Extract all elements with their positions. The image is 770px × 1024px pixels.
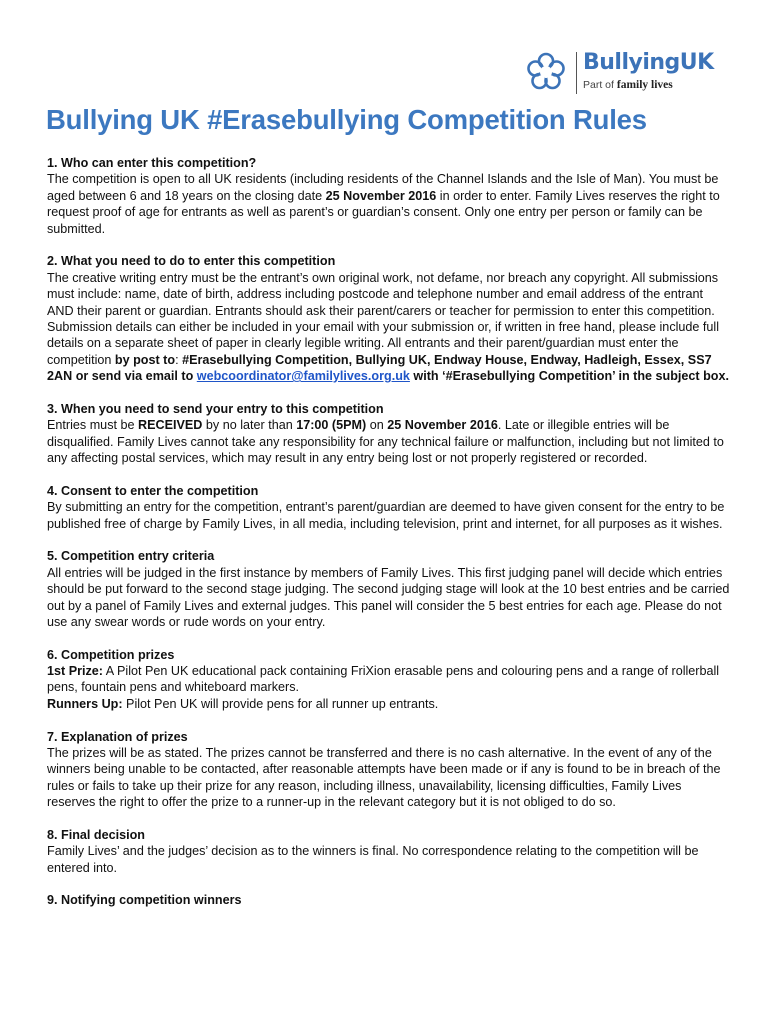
logo-divider (576, 52, 577, 94)
logo-tagline (583, 78, 714, 92)
deadline-time: 17:00 (5PM) (296, 418, 367, 433)
section-heading: 1. Who can enter this competition? (47, 156, 257, 170)
body-text: The creative writing entry must be the entrant’s own original work, not defame, nor breach any copyright. All submissions must include: name, date of birth, address including postcode and telephone number and email address of the entrant AND their parent or guardian. Entrants should ask their parent/carers or teacher for permission to enter this competition. Submission details can either be included in your email with your submission or, if written in free hand, please include full details on a separate sheet of paper in clearly legible writing. All entrants and their parent/guardian must enter the competition (47, 270, 720, 367)
section-entry-criteria (47, 548, 732, 630)
deadline-date: 25 November 2016 (387, 418, 498, 433)
section-body: All entries will be judged in the first instance by members of Family Lives. This first judging panel will decide which entries should be put forward to the second stage judging. The second judging stage will look at the 10 best entries and be carried out by a panel of Family Lives and external judges. This panel will consider the 5 best entries for each age. Please do not use any swear words or rude words on your entry. (47, 565, 730, 629)
section-body: The prizes will be as stated. The prizes cannot be transferred and there is no cash alternative. In the event of any of the winners being unable to be contacted, after reasonable attempts have been made or if any is found to be in breach of the rules or fails to take up their prize for any reason, including illness, unavailability, licensing difficulties, Family Lives reserves the right to offer the prize to a runner-up in the relevant category but it is not obliged to do so. (47, 745, 721, 810)
section-notifying-winners (47, 892, 732, 908)
received-emphasis: RECEIVED (138, 418, 203, 433)
section-body (47, 417, 732, 466)
section-heading: 4. Consent to enter the competition (47, 483, 259, 498)
rules-content (47, 155, 732, 925)
email-link[interactable]: webcoordinator@familylives.org.uk (196, 369, 410, 384)
postal-address: #Erasebullying Competition, Bullying UK, Endway House, Endway, Hadleigh, Essex, SS7 2AN or send via email to (47, 352, 712, 384)
bold-text: by post to (114, 352, 176, 367)
logo-tagline-family-lives: family lives (616, 79, 673, 91)
section-heading: 2. What you need to do to enter this competition (47, 254, 336, 269)
section-body: Family Lives’ and the judges’ decision as to the winners is final. No correspondence relating to the competition will be entered into. (47, 844, 699, 875)
runners-up-text: Pilot Pen UK will provide pens for all runner up entrants. (122, 696, 439, 711)
section-heading: 7. Explanation of prizes (47, 729, 188, 744)
closing-date: 25 November 2016 (325, 188, 437, 203)
section-explanation-of-prizes (47, 729, 732, 811)
bullyinguk-logo (524, 50, 724, 98)
runners-up-label: Runners Up: (47, 696, 123, 711)
section-heading: 8. Final decision (47, 827, 145, 842)
first-prize (47, 663, 732, 696)
section-heading: 6. Competition prizes (47, 647, 175, 662)
runners-up-prize (47, 696, 732, 712)
page-title: Bullying UK #Erasebullying Competition Rules (46, 104, 647, 135)
section-final-decision (47, 827, 732, 876)
body-text: in order to enter. Family Lives reserves the right to request proof of age for entrants as well as parent’s or guardian’s consent. Only one entry per person or family can be submitted. (47, 188, 720, 236)
subject-instruction: with ‘#Erasebullying Competition’ in the subject box. (409, 369, 730, 384)
logo-text (583, 50, 714, 92)
logo-tagline-prefix: Part of (583, 79, 617, 91)
section-body (47, 270, 732, 385)
first-prize-label: 1st Prize: (47, 664, 103, 679)
section-heading: 5. Competition entry criteria (47, 549, 215, 564)
section-consent (47, 483, 732, 532)
section-prizes (47, 647, 732, 713)
body-text: by no later than (202, 418, 297, 433)
body-text: : (175, 352, 183, 367)
body-text: . Late or illegible entries will be disqualified. Family Lives cannot take any responsibility for any technical failure or malfunction, including but not limited to any affecting postal services, which may result in any entry being lost or not properly registered or recorded. (47, 418, 724, 466)
section-heading: 3. When you need to send your entry to this competition (47, 401, 384, 416)
logo-brand-name: BullyingUK (583, 50, 714, 75)
first-prize-text: A Pilot Pen UK educational pack containing FriXion erasable pens and colouring pens and a range of rollerball pens, fountain pens and whiteboard markers. (47, 664, 720, 695)
section-body (47, 171, 732, 237)
section-how-to-enter (47, 253, 732, 384)
body-text: Entries must be (47, 418, 138, 433)
section-who-can-enter (47, 155, 732, 237)
section-heading: 9. Notifying competition winners (47, 893, 242, 908)
body-text: The competition is open to all UK residents (including residents of the Channel Islands and the Isle of Man). You must be aged between 6 and 18 years on the closing date (47, 172, 719, 203)
flower-logo-icon (524, 50, 568, 94)
section-when-to-send (47, 401, 732, 467)
body-text: on (366, 418, 388, 433)
section-body: By submitting an entry for the competition, entrant’s parent/guardian are deemed to have given consent for the entry to be published free of charge by Family Lives, in all media, including television, print and internet, for all purposes as it wishes. (47, 500, 725, 531)
